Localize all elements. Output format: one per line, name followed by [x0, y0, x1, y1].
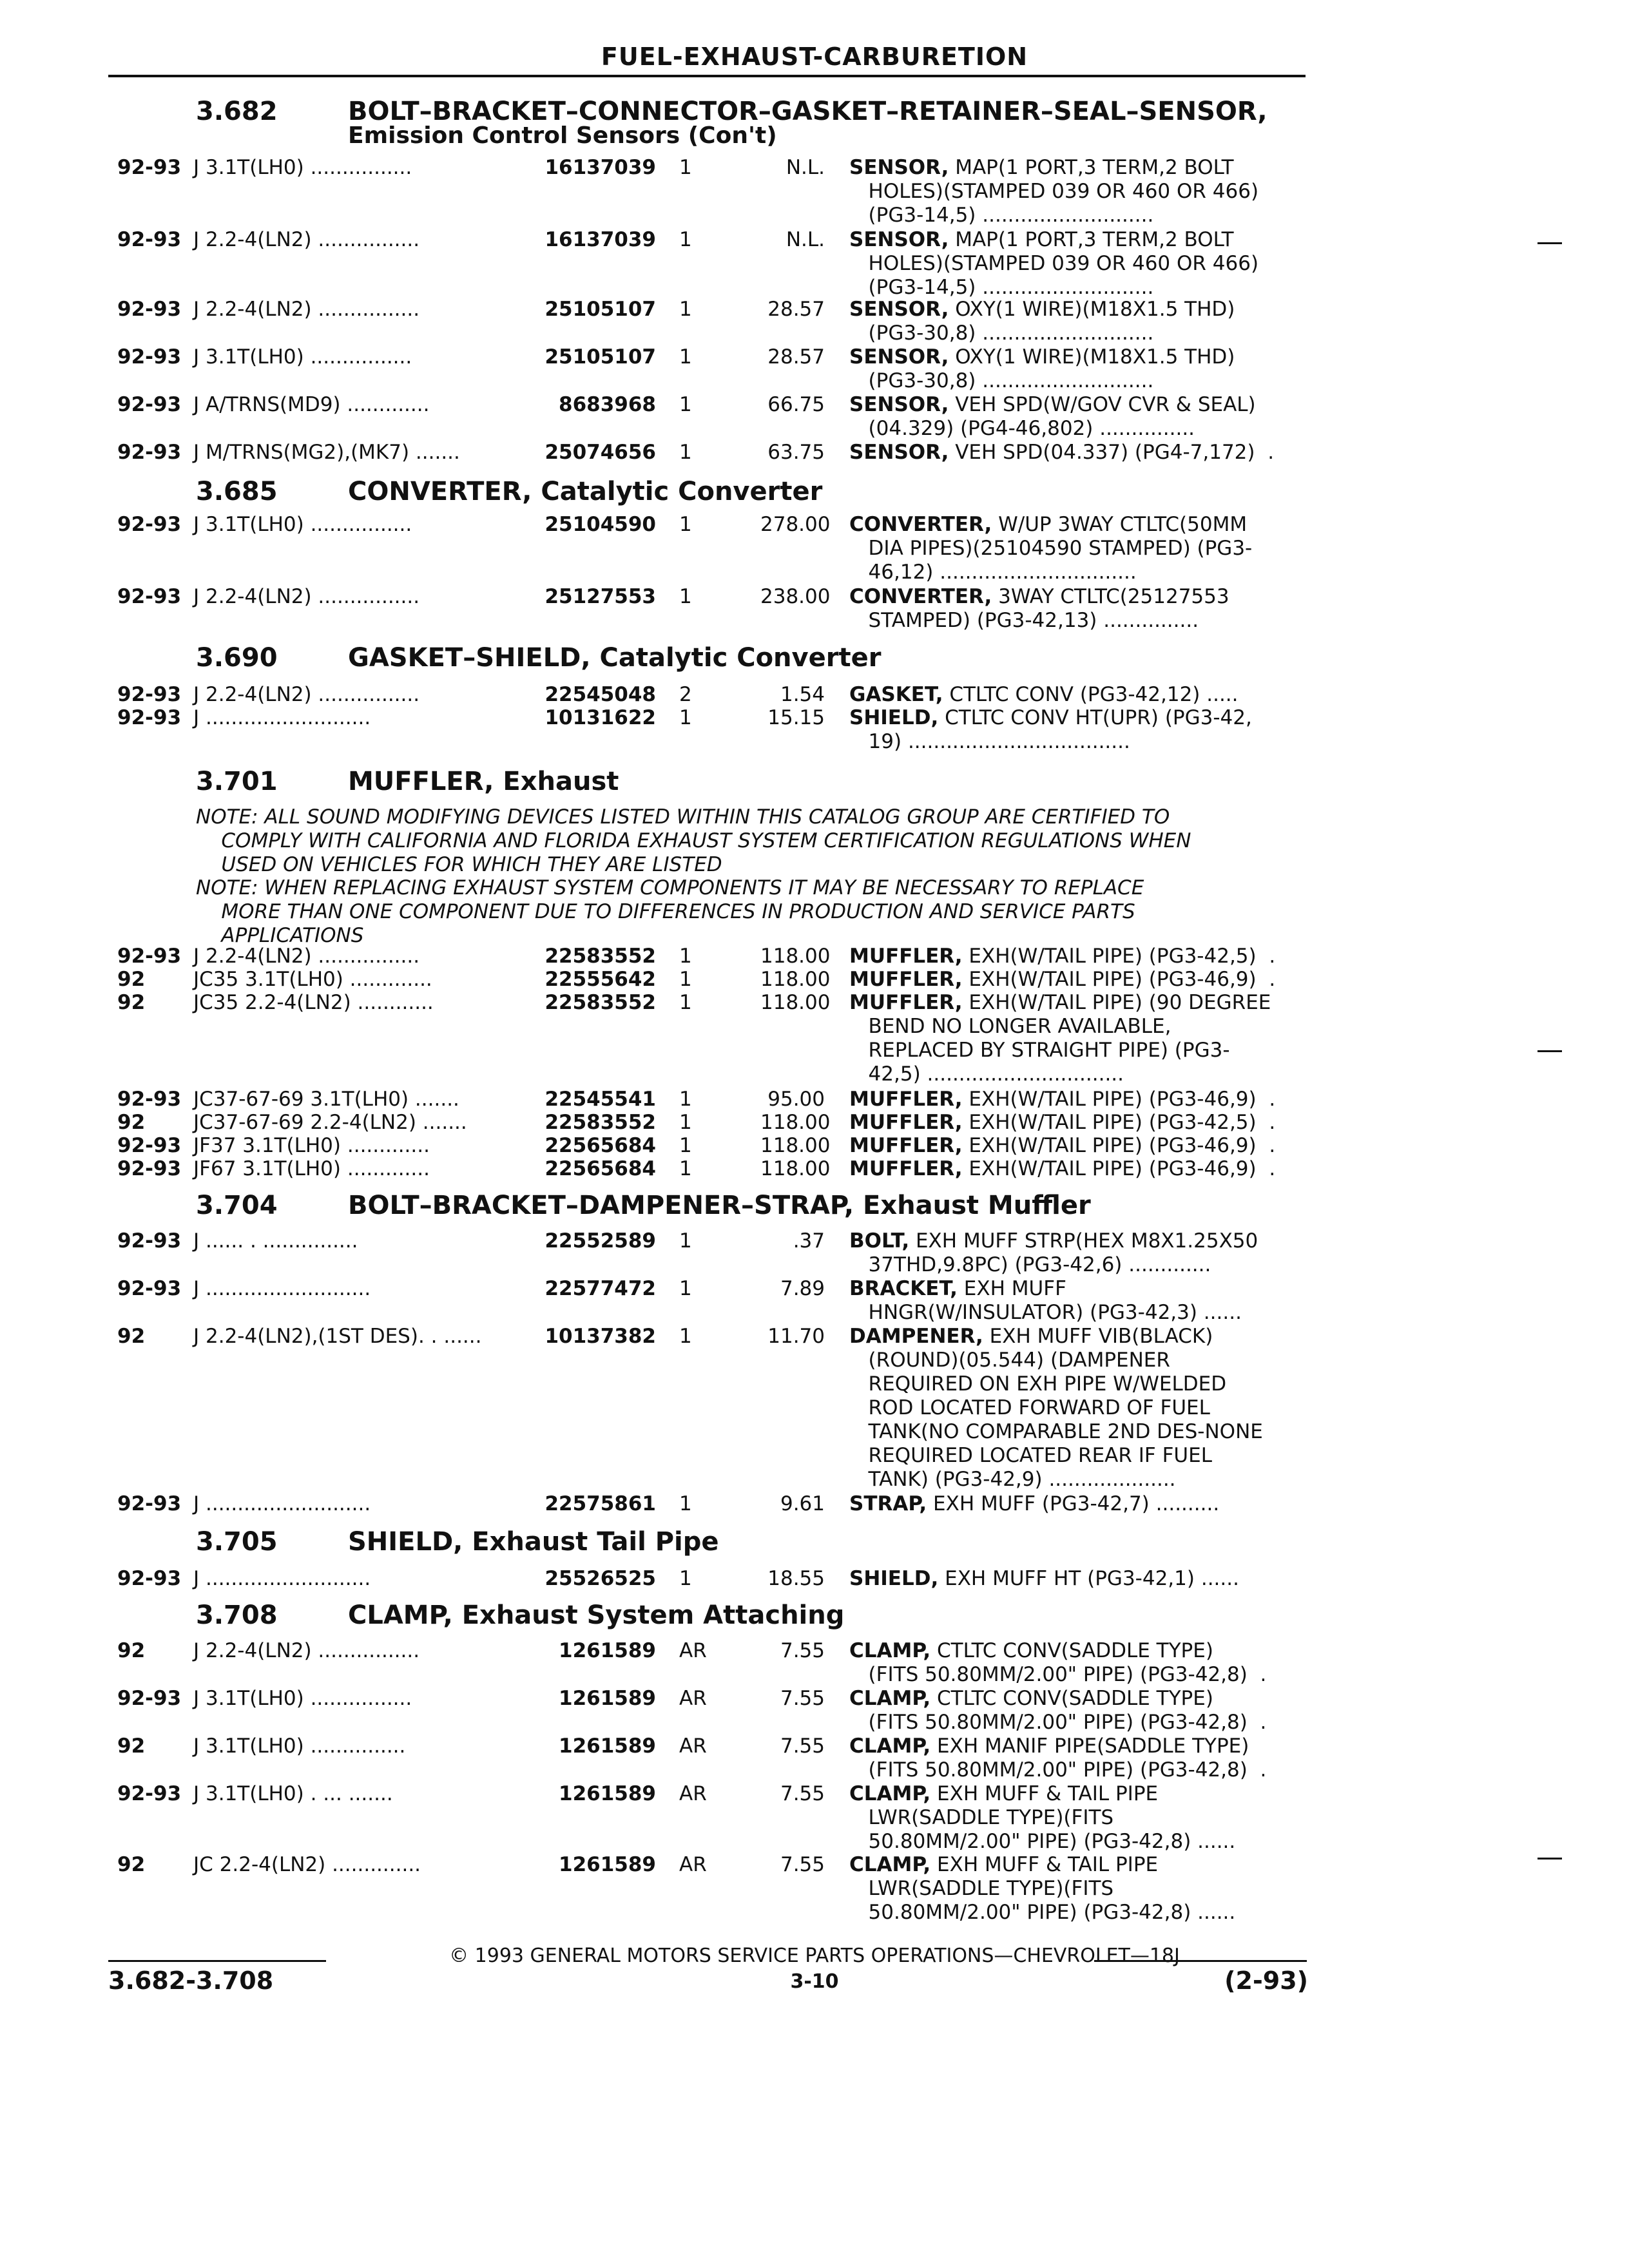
- part-number-cell: 22575861: [545, 1492, 656, 1515]
- part-number-cell: 1261589: [559, 1853, 656, 1876]
- quantity-cell: 1: [679, 991, 692, 1014]
- description-term: CLAMP,: [849, 1782, 931, 1805]
- part-number-cell: 25105107: [545, 345, 656, 369]
- description-term: MUFFLER,: [849, 991, 963, 1014]
- part-number-cell: 22577472: [545, 1277, 656, 1300]
- description-cell: [849, 1111, 1275, 1135]
- year-cell: 92-93: [117, 393, 182, 416]
- part-number-cell: 1261589: [559, 1735, 656, 1758]
- model-cell: J 3.1T(LH0) ................: [193, 156, 412, 179]
- year-cell: 92: [117, 1735, 146, 1758]
- description-cell: [849, 1325, 1263, 1492]
- quantity-cell: 1: [679, 156, 692, 179]
- description-cell: [849, 706, 1252, 754]
- catalog-note: NOTE: WHEN REPLACING EXHAUST SYSTEM COMPONENTS IT MAY BE NECESSARY TO REPLACE MORE THAN ONE COMPONENT DUE TO DIFFERENCES IN PRODUCTION AND SERVICE PARTS APPLICATIONS: [196, 876, 1144, 947]
- description-term: MUFFLER,: [849, 1088, 963, 1111]
- description-cell: [849, 1157, 1275, 1181]
- section-number: 3.685: [196, 477, 278, 506]
- description-cell: [849, 1277, 1242, 1325]
- model-cell: J 2.2-4(LN2) ................: [193, 1639, 420, 1662]
- quantity-cell: 1: [679, 585, 692, 608]
- quantity-cell: 1: [679, 513, 692, 536]
- description-cell: [849, 945, 1275, 968]
- description-text: VEH SPD(W/GOV CVR & SEAL) (04.329) (PG4-46,802) ...............: [868, 393, 1256, 440]
- quantity-cell: 1: [679, 1111, 692, 1134]
- part-number-cell: 16137039: [545, 156, 656, 179]
- part-number-cell: 22545048: [545, 683, 656, 706]
- description-cell: [849, 991, 1271, 1086]
- description-term: MUFFLER,: [849, 945, 963, 968]
- description-term: DAMPENER,: [849, 1325, 983, 1348]
- price-cell: 28.57: [767, 345, 825, 369]
- part-number-cell: 1261589: [559, 1639, 656, 1662]
- description-text: EXH(W/TAIL PIPE) (PG3-46,9) .: [962, 1088, 1276, 1111]
- quantity-cell: AR: [679, 1639, 707, 1662]
- description-cell: [849, 156, 1258, 227]
- description-text: EXH(W/TAIL PIPE) (PG3-42,5) .: [962, 1111, 1276, 1134]
- section-title: BOLT–BRACKET–DAMPENER–STRAP, Exhaust Muffler: [348, 1191, 1091, 1220]
- price-cell: 15.15: [767, 706, 825, 729]
- price-cell: .37: [793, 1229, 825, 1253]
- year-cell: 92-93: [117, 1134, 182, 1157]
- description-term: MUFFLER,: [849, 1134, 963, 1157]
- model-cell: J A/TRNS(MD9) .............: [193, 393, 430, 416]
- year-cell: 92-93: [117, 345, 182, 369]
- quantity-cell: 1: [679, 1134, 692, 1157]
- description-cell: [849, 1782, 1235, 1854]
- price-cell: 278.00: [760, 513, 831, 536]
- section-title: MUFFLER, Exhaust: [348, 767, 619, 796]
- margin-mark: [1537, 242, 1562, 244]
- description-text: OXY(1 WIRE)(M18X1.5 THD) (PG3-30,8) ...........................: [868, 345, 1235, 392]
- quantity-cell: AR: [679, 1735, 707, 1758]
- price-cell: 118.00: [760, 968, 831, 991]
- description-text: EXH MUFF & TAIL PIPE LWR(SADDLE TYPE)(FITS 50.80MM/2.00" PIPE) (PG3-42,8) ......: [868, 1853, 1236, 1924]
- part-number-cell: 25104590: [545, 513, 656, 536]
- description-term: SENSOR,: [849, 298, 949, 321]
- part-number-cell: 22555642: [545, 968, 656, 991]
- description-cell: [849, 1088, 1275, 1111]
- model-cell: J 3.1T(LH0) ................: [193, 1687, 412, 1710]
- description-text: EXH(W/TAIL PIPE) (PG3-46,9) .: [962, 1157, 1276, 1180]
- page-header-title: FUEL-EXHAUST-CARBURETION: [601, 43, 1028, 71]
- description-text: EXH MUFF VIB(BLACK) (ROUND)(05.544) (DAMPENER REQUIRED ON EXH PIPE W/WELDED ROD LOCATED FORWARD OF FUEL TANK(NO COMPARABLE 2ND DES-NONE REQUIRED LOCATED REAR IF FUEL TANK) (PG3-42,9) ....................: [868, 1325, 1263, 1491]
- year-cell: 92: [117, 1639, 146, 1662]
- description-term: SHIELD,: [849, 706, 939, 729]
- section-number: 3.705: [196, 1527, 278, 1557]
- year-cell: 92-93: [117, 156, 182, 179]
- part-number-cell: 25127553: [545, 585, 656, 608]
- description-cell: [849, 1492, 1219, 1516]
- year-cell: 92-93: [117, 1567, 182, 1590]
- description-term: SENSOR,: [849, 156, 949, 179]
- quantity-cell: 1: [679, 1088, 692, 1111]
- year-cell: 92: [117, 1111, 146, 1134]
- model-cell: J 3.1T(LH0) ...............: [193, 1735, 406, 1758]
- description-cell: [849, 585, 1229, 633]
- description-text: W/UP 3WAY CTLTC(50MM DIA PIPES)(25104590 STAMPED) (PG3- 46,12) ...............................: [868, 513, 1253, 584]
- year-cell: 92-93: [117, 1782, 182, 1805]
- description-cell: [849, 1735, 1266, 1782]
- year-cell: 92-93: [117, 1229, 182, 1253]
- quantity-cell: 1: [679, 228, 692, 251]
- model-cell: J ...... . ...............: [193, 1229, 358, 1253]
- year-cell: 92-93: [117, 1157, 182, 1180]
- year-cell: 92-93: [117, 441, 182, 464]
- price-cell: 118.00: [760, 1111, 831, 1134]
- model-cell: JC35 3.1T(LH0) .............: [193, 968, 432, 991]
- description-text: CTLTC CONV (PG3-42,12) .....: [943, 683, 1239, 706]
- model-cell: J 2.2-4(LN2) ................: [193, 945, 420, 968]
- part-number-cell: 22583552: [545, 991, 656, 1014]
- year-cell: 92-93: [117, 298, 182, 321]
- description-text: EXH(W/TAIL PIPE) (90 DEGREE BEND NO LONGER AVAILABLE, REPLACED BY STRAIGHT PIPE) (PG3- 42,5) ...............................: [868, 991, 1271, 1086]
- description-text: EXH MUFF STRP(HEX M8X1.25X50 37THD,9.8PC) (PG3-42,6) .............: [868, 1229, 1258, 1276]
- model-cell: J 3.1T(LH0) ................: [193, 345, 412, 369]
- quantity-cell: AR: [679, 1853, 707, 1876]
- year-cell: 92: [117, 1325, 146, 1348]
- part-number-cell: 1261589: [559, 1782, 656, 1805]
- footer-date: (2-93): [1224, 1966, 1308, 1995]
- part-number-cell: 10131622: [545, 706, 656, 729]
- section-number: 3.708: [196, 1600, 278, 1630]
- description-term: MUFFLER,: [849, 1157, 963, 1180]
- part-number-cell: 25526525: [545, 1567, 656, 1590]
- quantity-cell: 1: [679, 345, 692, 369]
- catalog-note: NOTE: ALL SOUND MODIFYING DEVICES LISTED WITHIN THIS CATALOG GROUP ARE CERTIFIED TO COMPLY WITH CALIFORNIA AND FLORIDA EXHAUST SYSTEM CERTIFICATION REGULATIONS WHEN USED ON VEHICLES FOR WHICH THEY ARE LISTED: [196, 805, 1191, 876]
- quantity-cell: 1: [679, 1277, 692, 1300]
- price-cell: 7.55: [780, 1853, 825, 1876]
- quantity-cell: AR: [679, 1687, 707, 1710]
- price-cell: N.L.: [786, 228, 825, 251]
- model-cell: J 2.2-4(LN2) ................: [193, 298, 420, 321]
- quantity-cell: 1: [679, 945, 692, 968]
- price-cell: 238.00: [760, 585, 831, 608]
- footer-section-range: 3.682-3.708: [108, 1966, 274, 1995]
- description-text: MAP(1 PORT,3 TERM,2 BOLT HOLES)(STAMPED 039 OR 460 OR 466) (PG3-14,5) ...........................: [868, 228, 1259, 299]
- section-number: 3.690: [196, 643, 278, 673]
- price-cell: 11.70: [767, 1325, 825, 1348]
- quantity-cell: 1: [679, 1157, 692, 1180]
- footer-copyright: © 1993 GENERAL MOTORS SERVICE PARTS OPERATIONS—CHEVROLET—18J: [449, 1945, 1180, 1967]
- year-cell: 92-93: [117, 585, 182, 608]
- year-cell: 92-93: [117, 683, 182, 706]
- section-title: SHIELD, Exhaust Tail Pipe: [348, 1527, 719, 1557]
- part-number-cell: 10137382: [545, 1325, 656, 1348]
- quantity-cell: 1: [679, 1492, 692, 1515]
- section-subtitle: Emission Control Sensors (Con't): [348, 122, 777, 149]
- description-term: CONVERTER,: [849, 585, 992, 608]
- quantity-cell: 2: [679, 683, 692, 706]
- model-cell: JC37-67-69 3.1T(LH0) .......: [193, 1088, 459, 1111]
- price-cell: 7.55: [780, 1687, 825, 1710]
- part-number-cell: 22583552: [545, 1111, 656, 1134]
- description-term: SENSOR,: [849, 228, 949, 251]
- quantity-cell: 1: [679, 1325, 692, 1348]
- description-term: CONVERTER,: [849, 513, 992, 536]
- description-cell: [849, 1639, 1266, 1687]
- description-text: CTLTC CONV HT(UPR) (PG3-42, 19) ...................................: [868, 706, 1252, 753]
- price-cell: 28.57: [767, 298, 825, 321]
- margin-mark: [1537, 1858, 1562, 1860]
- quantity-cell: 1: [679, 441, 692, 464]
- price-cell: 118.00: [760, 945, 831, 968]
- part-number-cell: 16137039: [545, 228, 656, 251]
- description-text: MAP(1 PORT,3 TERM,2 BOLT HOLES)(STAMPED 039 OR 460 OR 466) (PG3-14,5) ...........................: [868, 156, 1259, 227]
- part-number-cell: 1261589: [559, 1687, 656, 1710]
- part-number-cell: 22565684: [545, 1157, 656, 1180]
- section-title: GASKET–SHIELD, Catalytic Converter: [348, 643, 882, 673]
- year-cell: 92-93: [117, 228, 182, 251]
- model-cell: J 2.2-4(LN2),(1ST DES). . ......: [193, 1325, 482, 1348]
- quantity-cell: 1: [679, 968, 692, 991]
- price-cell: 7.55: [780, 1735, 825, 1758]
- model-cell: JC35 2.2-4(LN2) ............: [193, 991, 434, 1014]
- section-number: 3.704: [196, 1191, 278, 1220]
- description-text: OXY(1 WIRE)(M18X1.5 THD) (PG3-30,8) ...........................: [868, 298, 1235, 345]
- part-number-cell: 25074656: [545, 441, 656, 464]
- quantity-cell: 1: [679, 706, 692, 729]
- description-cell: [849, 228, 1258, 300]
- price-cell: 63.75: [767, 441, 825, 464]
- description-cell: [849, 1229, 1258, 1277]
- year-cell: 92-93: [117, 1088, 182, 1111]
- model-cell: J 2.2-4(LN2) ................: [193, 585, 420, 608]
- year-cell: 92-93: [117, 1277, 182, 1300]
- section-title: CLAMP, Exhaust System Attaching: [348, 1600, 845, 1630]
- description-text: CTLTC CONV(SADDLE TYPE) (FITS 50.80MM/2.00" PIPE) (PG3-42,8) .: [868, 1639, 1267, 1686]
- quantity-cell: 1: [679, 298, 692, 321]
- quantity-cell: AR: [679, 1782, 707, 1805]
- part-number-cell: 25105107: [545, 298, 656, 321]
- description-cell: [849, 393, 1256, 441]
- price-cell: 118.00: [760, 1157, 831, 1180]
- price-cell: 18.55: [767, 1567, 825, 1590]
- description-cell: [849, 513, 1252, 584]
- model-cell: JC37-67-69 2.2-4(LN2) .......: [193, 1111, 467, 1134]
- description-cell: [849, 1134, 1275, 1158]
- description-term: BOLT,: [849, 1229, 910, 1253]
- model-cell: J ..........................: [193, 706, 371, 729]
- description-cell: [849, 1567, 1239, 1591]
- description-term: SHIELD,: [849, 1567, 939, 1590]
- year-cell: 92-93: [117, 1687, 182, 1710]
- description-term: CLAMP,: [849, 1687, 931, 1710]
- description-term: SENSOR,: [849, 441, 949, 464]
- description-cell: [849, 441, 1274, 465]
- part-number-cell: 22545541: [545, 1088, 656, 1111]
- description-text: EXH(W/TAIL PIPE) (PG3-46,9) .: [962, 968, 1276, 991]
- quantity-cell: 1: [679, 1229, 692, 1253]
- year-cell: 92-93: [117, 706, 182, 729]
- part-number-cell: 22552589: [545, 1229, 656, 1253]
- price-cell: 7.89: [780, 1277, 825, 1300]
- section-title: CONVERTER, Catalytic Converter: [348, 477, 823, 506]
- footer-page-number: 3-10: [790, 1970, 839, 1993]
- model-cell: J ..........................: [193, 1492, 371, 1515]
- price-cell: 118.00: [760, 1134, 831, 1157]
- model-cell: J 2.2-4(LN2) ................: [193, 228, 420, 251]
- header-rule: [108, 75, 1306, 77]
- description-text: VEH SPD(04.337) (PG4-7,172) .: [949, 441, 1275, 464]
- model-cell: JF37 3.1T(LH0) .............: [193, 1134, 430, 1157]
- description-text: EXH MUFF HT (PG3-42,1) ......: [938, 1567, 1239, 1590]
- model-cell: J 2.2-4(LN2) ................: [193, 683, 420, 706]
- description-term: CLAMP,: [849, 1853, 931, 1876]
- description-cell: [849, 683, 1239, 707]
- model-cell: J ..........................: [193, 1567, 371, 1590]
- description-term: GASKET,: [849, 683, 943, 706]
- model-cell: JC 2.2-4(LN2) ..............: [193, 1853, 421, 1876]
- description-term: MUFFLER,: [849, 1111, 963, 1134]
- part-number-cell: 22583552: [545, 945, 656, 968]
- description-cell: [849, 1853, 1235, 1925]
- quantity-cell: 1: [679, 1567, 692, 1590]
- model-cell: J ..........................: [193, 1277, 371, 1300]
- price-cell: N.L.: [786, 156, 825, 179]
- year-cell: 92: [117, 968, 146, 991]
- price-cell: 66.75: [767, 393, 825, 416]
- section-title: BOLT–BRACKET–CONNECTOR–GASKET–RETAINER–SEAL–SENSOR,: [348, 97, 1268, 126]
- margin-mark: [1537, 1050, 1562, 1052]
- price-cell: 7.55: [780, 1782, 825, 1805]
- description-text: EXH MUFF & TAIL PIPE LWR(SADDLE TYPE)(FITS 50.80MM/2.00" PIPE) (PG3-42,8) ......: [868, 1782, 1236, 1853]
- description-text: EXH MUFF HNGR(W/INSULATOR) (PG3-42,3) ......: [868, 1277, 1242, 1324]
- part-number-cell: 8683968: [559, 393, 656, 416]
- description-term: CLAMP,: [849, 1735, 931, 1758]
- description-text: CTLTC CONV(SADDLE TYPE) (FITS 50.80MM/2.00" PIPE) (PG3-42,8) .: [868, 1687, 1267, 1734]
- price-cell: 95.00: [767, 1088, 825, 1111]
- description-cell: [849, 1687, 1266, 1735]
- description-cell: [849, 345, 1235, 393]
- section-number: 3.682: [196, 97, 278, 126]
- price-cell: 1.54: [780, 683, 825, 706]
- section-number: 3.701: [196, 767, 278, 796]
- description-cell: [849, 298, 1235, 345]
- description-term: SENSOR,: [849, 345, 949, 369]
- description-text: EXH(W/TAIL PIPE) (PG3-46,9) .: [962, 1134, 1276, 1157]
- description-term: SENSOR,: [849, 393, 949, 416]
- year-cell: 92: [117, 1853, 146, 1876]
- year-cell: 92-93: [117, 945, 182, 968]
- description-text: EXH(W/TAIL PIPE) (PG3-42,5) .: [962, 945, 1276, 968]
- price-cell: 7.55: [780, 1639, 825, 1662]
- quantity-cell: 1: [679, 393, 692, 416]
- description-term: CLAMP,: [849, 1639, 931, 1662]
- description-text: 3WAY CTLTC(25127553 STAMPED) (PG3-42,13) ...............: [868, 585, 1229, 632]
- year-cell: 92: [117, 991, 146, 1014]
- description-cell: [849, 968, 1275, 992]
- model-cell: J 3.1T(LH0) ................: [193, 513, 412, 536]
- model-cell: J M/TRNS(MG2),(MK7) .......: [193, 441, 460, 464]
- year-cell: 92-93: [117, 513, 182, 536]
- price-cell: 118.00: [760, 991, 831, 1014]
- year-cell: 92-93: [117, 1492, 182, 1515]
- description-text: EXH MUFF (PG3-42,7) ..........: [927, 1492, 1220, 1515]
- description-text: EXH MANIF PIPE(SADDLE TYPE) (FITS 50.80MM/2.00" PIPE) (PG3-42,8) .: [868, 1735, 1267, 1782]
- model-cell: JF67 3.1T(LH0) .............: [193, 1157, 430, 1180]
- price-cell: 9.61: [780, 1492, 825, 1515]
- part-number-cell: 22565684: [545, 1134, 656, 1157]
- description-term: STRAP,: [849, 1492, 927, 1515]
- description-term: MUFFLER,: [849, 968, 963, 991]
- model-cell: J 3.1T(LH0) . ... .......: [193, 1782, 393, 1805]
- description-term: BRACKET,: [849, 1277, 958, 1300]
